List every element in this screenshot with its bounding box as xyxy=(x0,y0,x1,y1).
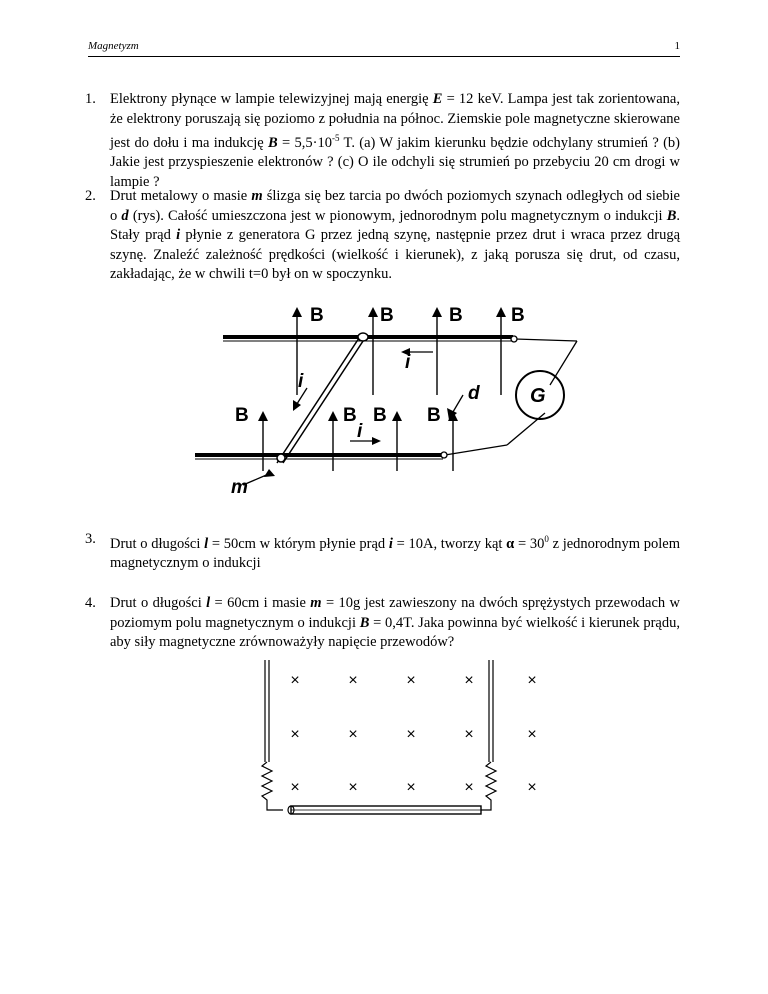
field-label: B xyxy=(373,405,387,426)
field-cross: × xyxy=(348,779,358,796)
field-label: B xyxy=(343,405,357,426)
problem-3 xyxy=(85,530,680,574)
field-label: B xyxy=(511,305,525,326)
field-cross: × xyxy=(348,726,358,743)
current-label: i xyxy=(357,421,363,442)
field-cross: × xyxy=(290,672,300,689)
problem-1 xyxy=(85,90,680,192)
problem-number: 4. xyxy=(85,595,96,611)
field-cross: × xyxy=(464,779,474,796)
page-header xyxy=(88,40,680,57)
field-label: B xyxy=(449,305,463,326)
field-cross: × xyxy=(527,779,537,796)
field-cross: × xyxy=(290,726,300,743)
field-cross: × xyxy=(527,672,537,689)
problem-text: Elektrony płynące w lampie telewizyjnej mają energię E = 12 keV. Lampa jest tak zorientowana, że elektrony poruszają się poziomo z południa na północ. Ziemskie pole magnetyczne skierowane jest do dołu i ma indukcję $B = 5,5\cdot 10^{-5}$ T. (a) W jakim kierunku będzie odchylany strumień ? (b) Jakie jest przyspieszenie elektronów ? (c) O ile odchyli się strumień po przebyciu 20 cm drogi w lampie ? xyxy=(110,91,680,190)
problem-number: 3. xyxy=(85,531,96,547)
current-label: i xyxy=(298,371,304,392)
field-cross: × xyxy=(290,779,300,796)
problem-text: Drut o długości l = 50cm w którym płynie prąd i = 10A, tworzy kąt $\alpha = 30^0$ z jednorodnym polem magnetycznym o indukcji xyxy=(110,534,680,572)
distance-label: d xyxy=(468,383,480,404)
field-label: B xyxy=(235,405,249,426)
mass-label: m xyxy=(231,477,248,498)
problem-text: Drut metalowy o masie m ślizga się bez tarcia po dwóch poziomych szynach odległych od siebie o d (rys). Całość umieszczona jest w pionowym, jednorodnym polu magnetycznym o indukcji B. Stały prąd i płynie z generatora G przez jedną szynę, następnie przez drut i wraca przez drugą szynę. Znaleźć zależność prędkości (wielkość i kierunek), z jaką porusza się drut, od czasu, zakładając, że w chwili t=0 był on w spoczynku. xyxy=(110,188,681,282)
field-cross: × xyxy=(406,672,416,689)
field-cross: × xyxy=(527,726,537,743)
field-label: B xyxy=(380,305,394,326)
field-cross: × xyxy=(464,726,474,743)
problem-number: 1. xyxy=(85,91,96,107)
field-cross: × xyxy=(406,779,416,796)
suspended-wire-figure xyxy=(255,660,555,825)
page-number: 1 xyxy=(674,40,680,52)
field-cross: × xyxy=(406,726,416,743)
field-cross: × xyxy=(464,672,474,689)
field-label: B xyxy=(310,305,324,326)
problem-2 xyxy=(85,187,681,285)
current-label: i xyxy=(405,352,411,373)
header-title: Magnetyzm xyxy=(88,40,139,52)
problem-text: Drut o długości l = 60cm i masie m = 10g jest zawieszony na dwóch sprężystych przewodach w poziomym polu magnetycznym o indukcji B = 0,4T. Jaka powinna być wielkość i kierunek prądu, aby siły magnetyczne zrównoważyły napięcie przewodów? xyxy=(110,595,680,650)
field-cross: × xyxy=(348,672,358,689)
field-label: B xyxy=(427,405,441,426)
generator-label: G xyxy=(530,385,546,407)
problem-4 xyxy=(85,594,680,653)
rails-figure xyxy=(195,295,605,505)
problem-number: 2. xyxy=(85,188,96,204)
